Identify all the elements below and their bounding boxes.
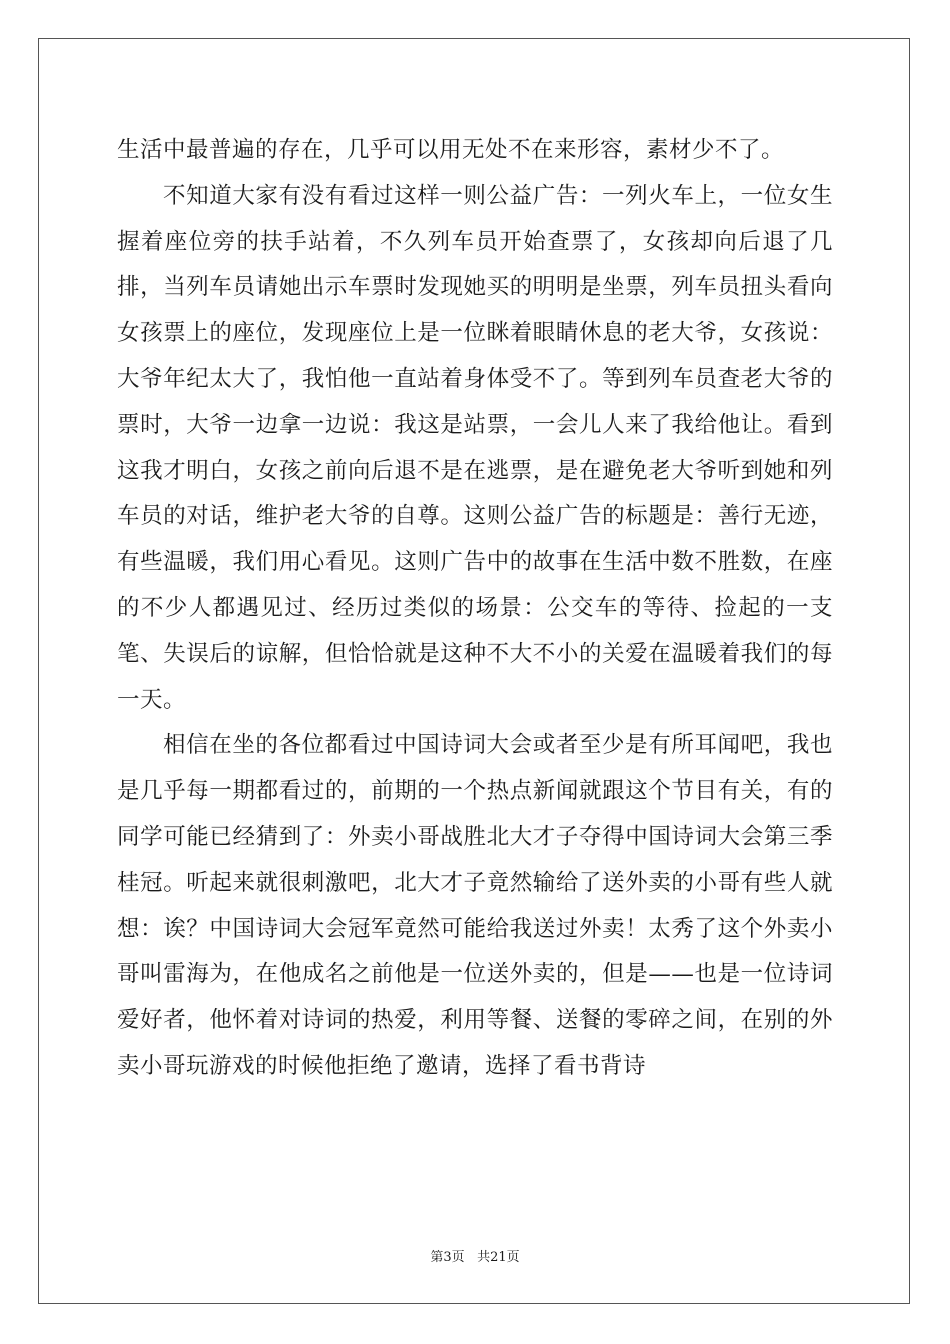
paragraph-1: 生活中最普遍的存在，几乎可以用无处不在来形容，素材少不了。: [117, 137, 785, 163]
paragraph-2: 不知道大家有没有看过这样一则公益广告：一列火车上，一位女生握着座位旁的扶手站着，不久列车员开始查票了，女孩却向后退了几排，当列车员请她出示车票时发现她买的明明是坐票，列车员扭头看向女孩票上的座位，发现座位上是一位眯着眼睛休息的老大爷，女孩说：大爷年纪太大了，我怕他一直站着身体受不了。等到列车员查老大爷的票时，大爷一边拿一边说：我这是站票，一会儿人来了我给他让。看到这我才明白，女孩之前向后退不是在逃票，是在避免老大爷听到她和列车员的对话，维护老大爷的自尊。这则公益广告的标题是：善行无迹，有些温暖，我们用心看见。这则广告中的故事在生活中数不胜数，在座的不少人都遇见过、经历过类似的场景：公交车的等待、捡起的一支笔、失误后的谅解，但恰恰就是这种不大不小的关爱在温暖着我们的每一天。: [117, 182, 833, 713]
document-body: [117, 128, 833, 1090]
page-total: 共21页: [477, 1250, 520, 1265]
page-footer: [0, 1246, 950, 1265]
page-number: 第3页: [430, 1250, 465, 1265]
paragraph-3: 相信在坐的各位都看过中国诗词大会或者至少是有所耳闻吧，我也是几乎每一期都看过的，前期的一个热点新闻就跟这个节目有关，有的同学可能已经猜到了：外卖小哥战胜北大才子夺得中国诗词大会第三季桂冠。听起来就很刺激吧，北大才子竟然输给了送外卖的小哥有些人就想：诶？中国诗词大会冠军竟然可能给我送过外卖！太秀了这个外卖小哥叫雷海为，在他成名之前他是一位送外卖的，但是——也是一位诗词爱好者，他怀着对诗词的热爱，利用等餐、送餐的零碎之间，在别的外卖小哥玩游戏的时候他拒绝了邀请，选择了看书背诗: [117, 732, 833, 1079]
